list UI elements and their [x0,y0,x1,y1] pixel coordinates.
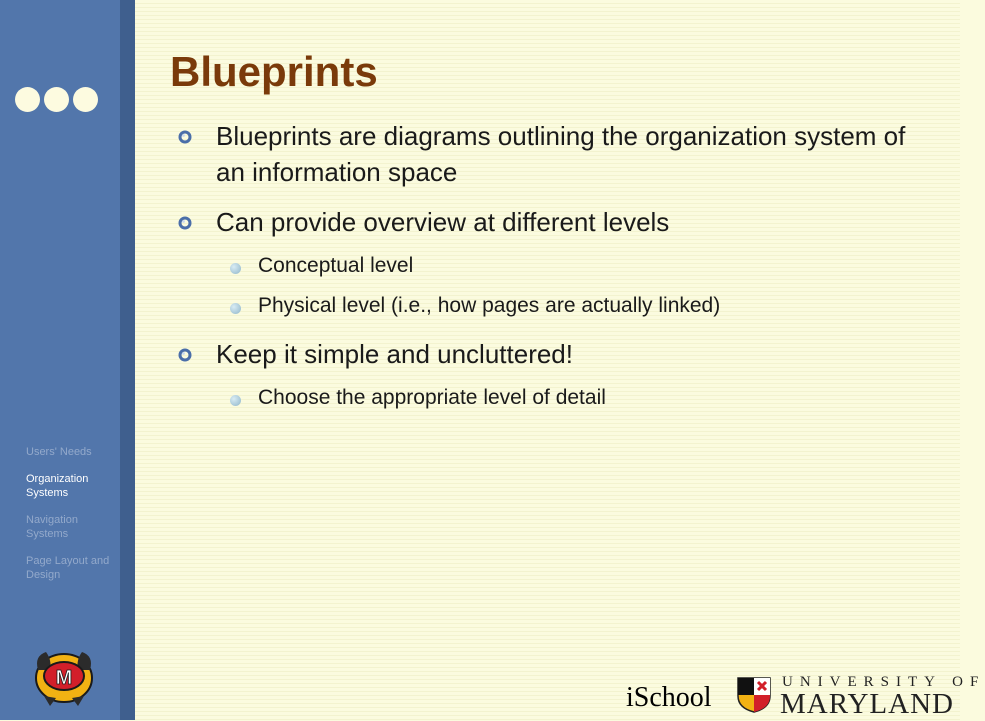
bullet-item [178,336,938,372]
sub-bullet-text: Conceptual level [258,254,414,277]
sub-bullet-text: Physical level (i.e., how pages are actually linked) [258,294,721,317]
decorative-dots [15,87,98,112]
sidebar-edge [120,0,135,720]
dot [73,87,98,112]
ring-bullet-icon [178,130,192,144]
section-nav [26,445,118,595]
dot-bullet-icon [230,395,241,406]
nav-item-page-layout[interactable]: Page Layout and Design [26,555,110,581]
dot-bullet-icon [230,303,241,314]
bullet-text: Keep it simple and uncluttered! [216,339,573,369]
nav-item-users-needs[interactable]: Users' Needs [26,446,92,458]
slide-title: Blueprints [170,48,378,95]
dot [15,87,40,112]
sub-bullet-item [178,252,938,280]
ring-bullet-icon [178,348,192,362]
university-line1: UNIVERSITY OF [782,674,985,690]
dot-bullet-icon [230,263,241,274]
bullet-item [178,118,938,190]
university-line2: MARYLAND [780,688,954,720]
dot [44,87,69,112]
maryland-shield-icon [734,674,774,714]
sidebar [0,0,120,720]
bullet-item [178,204,938,240]
sub-bullet-text: Choose the appropriate level of detail [258,386,606,409]
sub-bullet-item [178,384,938,412]
ischool-wordmark: iSchool [626,682,712,713]
terrapin-logo-icon [30,640,98,708]
bullet-text: Can provide overview at different levels [216,207,670,237]
sub-bullet-item [178,292,938,320]
bullet-list [178,118,938,412]
bullet-text: Blueprints are diagrams outlining the organization system of an information space [216,121,906,187]
ring-bullet-icon [178,216,192,230]
nav-item-navigation-systems[interactable]: Navigation Systems [26,514,78,540]
svg-text:M: M [55,667,73,689]
nav-item-organization-systems[interactable]: Organization Systems [26,473,89,499]
